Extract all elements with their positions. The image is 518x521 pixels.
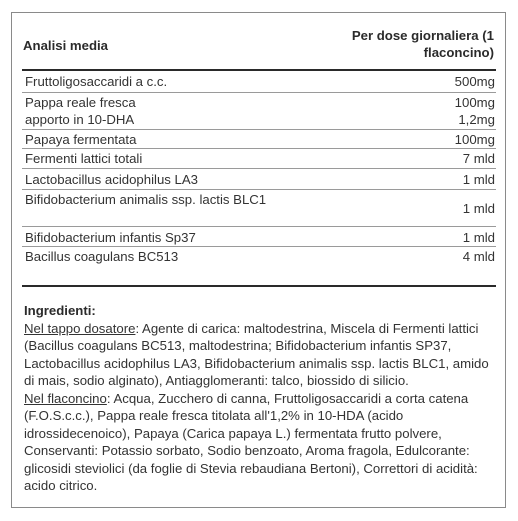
ingredients-section (24, 302, 498, 495)
row-value: 4 mld (462, 249, 495, 264)
table-row (22, 247, 496, 268)
row-name: Bacillus coagulans BC513 (25, 249, 179, 264)
row-name: Bifidobacterium animalis ssp. lactis BLC1 (25, 192, 267, 207)
row-value: 500mg (454, 74, 495, 89)
cap-ingredients (24, 320, 498, 390)
row-name: Bifidobacterium infantis Sp37 (25, 230, 196, 245)
ingredients-title: Ingredienti: (24, 303, 96, 318)
cap-label: Nel tappo dosatore (24, 320, 136, 336)
table-row (22, 190, 496, 227)
vial-label: Nel flaconcino (24, 390, 107, 406)
table-row (22, 169, 496, 190)
row-subname: apporto in 10-DHA (25, 112, 135, 127)
ingredients-divider (22, 285, 496, 287)
row-value: 7 mld (462, 151, 495, 166)
row-value: 1 mld (462, 230, 495, 245)
cap-text: : Agente di carica: maltodestrina, Miscela di Fermenti lattici (Bacillus coagulans BC513, maltodestrina; Bifidobacterium infantis SP37, Lactobacillus acidophilus LA3, Bifidobacterium animalis ssp. lactis BLC1, amido di mais, sodio alginato), Antiagglomeranti: talco, biossido di silicio. (24, 320, 489, 388)
row-name: Lactobacillus acidophilus LA3 (25, 172, 199, 187)
row-value: 1 mld (462, 172, 495, 187)
nutrition-panel (11, 12, 506, 508)
analysis-table (22, 71, 496, 268)
row-name: Fermenti lattici totali (25, 151, 143, 166)
header-analysis-label: Analisi media (23, 38, 109, 53)
table-row (22, 93, 496, 130)
row-value: 1 mld (462, 201, 495, 216)
vial-text: : Acqua, Zucchero di canna, Fruttoligosaccaridi a corta catena (F.O.S.c.c.), Pappa reale fresca titolata all'1,2% in 10-HDA (acido idrossidecenoico), Papaya (Carica papaya L.) fermentata frutto polvere, Conservanti: Potassio sorbato, Sodio benzoato, Aroma fragola, Edulcorante: glicosidi steviolici (da foglie di Stevia rebaudiana Bertoni), Correttori di acidità: acido citrico. (24, 390, 478, 493)
table-row (22, 130, 496, 149)
row-subvalue: 1,2mg (458, 112, 495, 127)
table-header (23, 17, 494, 75)
table-row (22, 149, 496, 169)
table-row (22, 227, 496, 247)
row-name: Pappa reale fresca (25, 95, 136, 110)
row-value: 100mg (454, 132, 495, 147)
table-row (22, 71, 496, 93)
row-name: Fruttoligosaccaridi a c.c. (25, 74, 168, 89)
row-value: 100mg (454, 95, 495, 110)
row-name: Papaya fermentata (25, 132, 137, 147)
vial-ingredients (24, 390, 498, 495)
header-dose-label: Per dose giornaliera (1 flaconcino) (351, 28, 494, 60)
